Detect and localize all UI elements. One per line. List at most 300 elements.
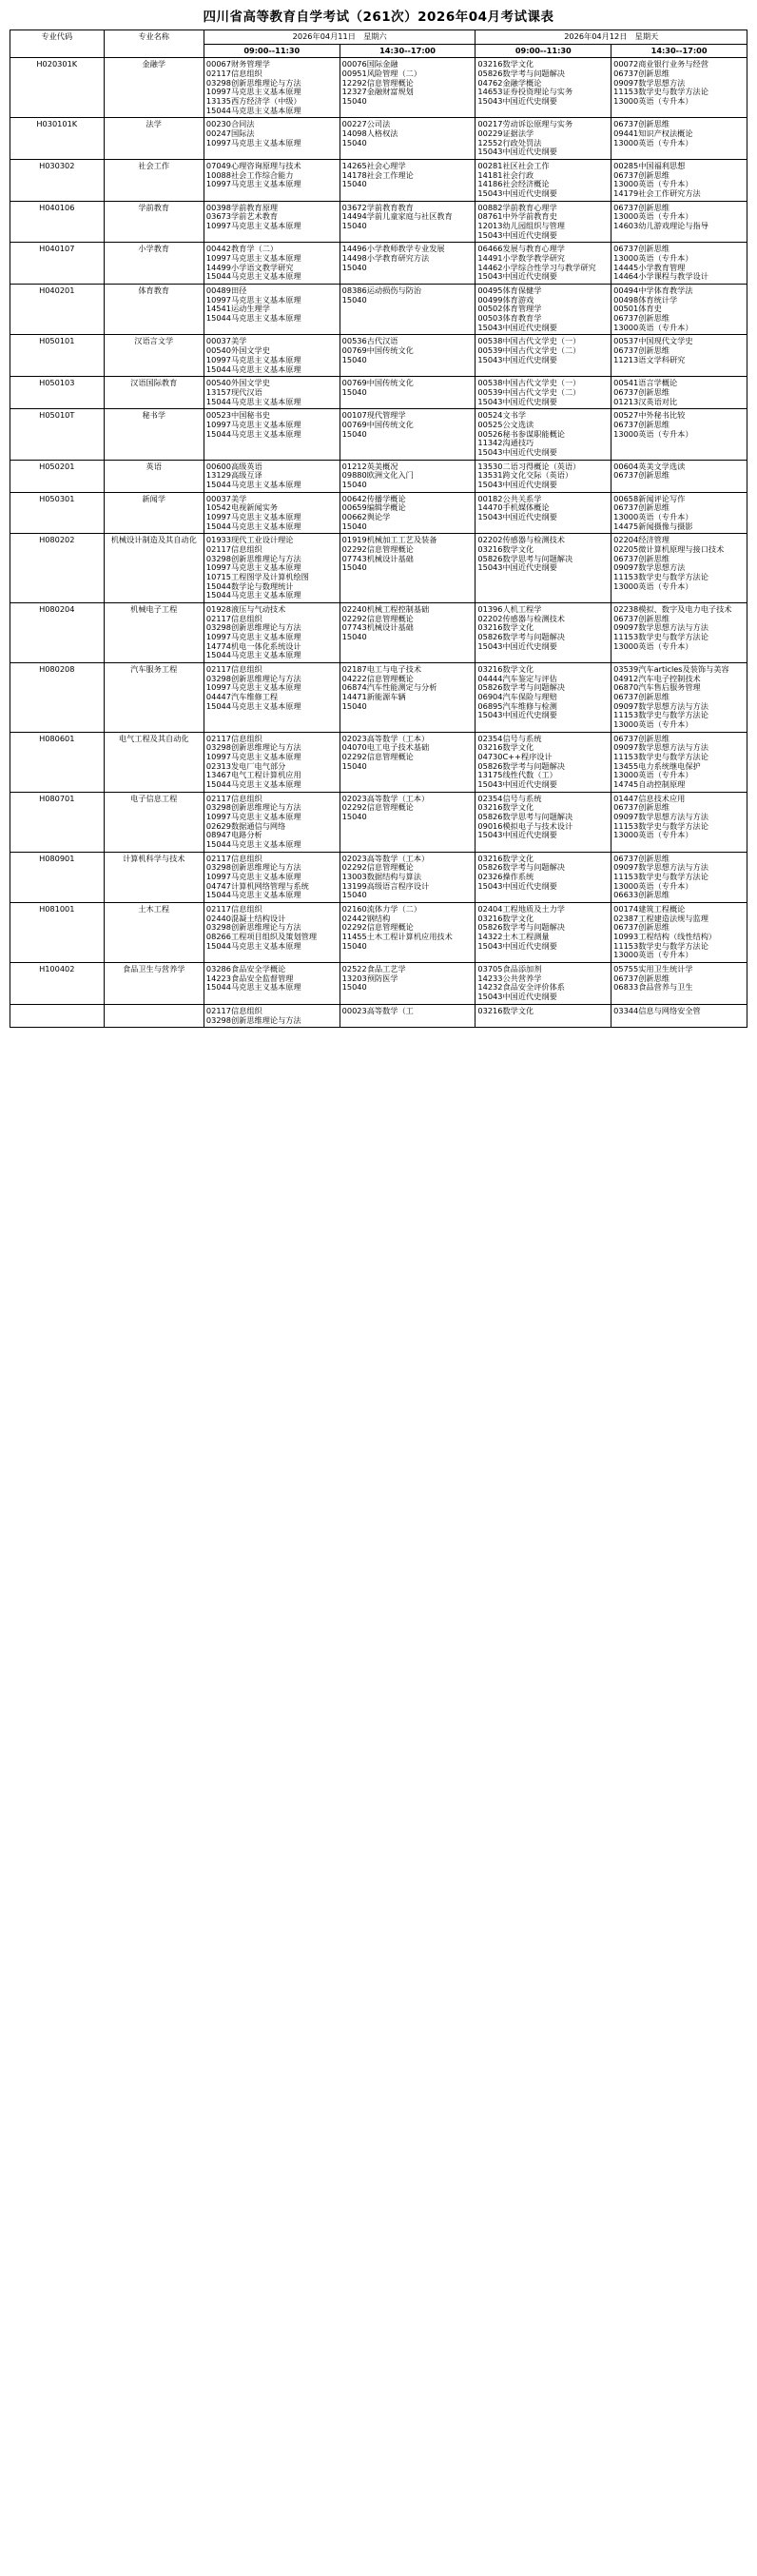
schedule-cell bbox=[204, 492, 340, 534]
course-code: 02442 bbox=[341, 913, 367, 923]
schedule-cell bbox=[476, 534, 611, 603]
course-code: 02160 bbox=[341, 904, 367, 914]
course-name bbox=[367, 388, 474, 398]
course-name: 中国近代史纲要 bbox=[502, 446, 557, 457]
course-code: 00498 bbox=[613, 294, 639, 305]
course-entry bbox=[206, 780, 338, 790]
course-entry bbox=[477, 448, 609, 458]
course-name: 学前教育心理学 bbox=[502, 202, 557, 212]
course-entry bbox=[613, 189, 745, 199]
course-entry bbox=[477, 711, 609, 720]
course-name: 欧洲文化入门 bbox=[366, 470, 414, 481]
major-name: 食品卫生与营养学 bbox=[104, 963, 204, 1005]
course-code: 10997 bbox=[205, 179, 231, 189]
course-code: 06737 bbox=[613, 802, 639, 813]
course-name: 高等数学（工本） bbox=[366, 853, 430, 863]
course-code: 13000 bbox=[613, 96, 639, 107]
course-name: 工程建造法规与监理 bbox=[638, 913, 708, 923]
course-entry bbox=[206, 272, 338, 282]
course-entry bbox=[613, 891, 745, 900]
course-name: 证券投资理论与实务 bbox=[502, 87, 573, 97]
course-entry bbox=[613, 97, 745, 107]
table-row bbox=[10, 201, 747, 243]
course-code: 02292 bbox=[341, 802, 367, 813]
course-name: 食品安全学概论 bbox=[230, 964, 286, 974]
schedule-cell bbox=[340, 852, 476, 902]
course-code: 01447 bbox=[613, 793, 639, 803]
course-code: 00951 bbox=[341, 69, 367, 79]
course-name: 数据通信与网络 bbox=[230, 820, 286, 831]
course-code: 14745 bbox=[613, 779, 639, 790]
course-code: 13000 bbox=[613, 253, 639, 264]
course-code: 14498 bbox=[341, 253, 367, 264]
course-name: 体育史 bbox=[638, 304, 662, 314]
course-code: 03216 bbox=[477, 802, 503, 813]
course-name: 马克思主义基本原理 bbox=[230, 682, 301, 693]
schedule-cell bbox=[340, 732, 476, 792]
major-code: H080601 bbox=[10, 732, 105, 792]
course-name: 外国文学史 bbox=[230, 345, 270, 356]
course-code: 09880 bbox=[341, 470, 367, 481]
course-code: 11342 bbox=[477, 438, 503, 448]
schedule-cell bbox=[204, 1004, 340, 1027]
course-name: 英语（专升本） bbox=[638, 179, 693, 189]
course-code: 09097 bbox=[613, 742, 639, 753]
schedule-cell bbox=[204, 662, 340, 732]
major-code: H050301 bbox=[10, 492, 105, 534]
course-code: 13135 bbox=[205, 96, 231, 107]
schedule-cell bbox=[611, 602, 747, 662]
course-name: 信息组织 bbox=[230, 733, 262, 743]
course-code: 02292 bbox=[341, 752, 367, 762]
course-code: 15043 bbox=[477, 229, 503, 240]
course-code: 10997 bbox=[205, 419, 231, 429]
course-code: 02117 bbox=[205, 663, 231, 674]
course-name bbox=[367, 891, 474, 900]
major-code: H040201 bbox=[10, 285, 105, 335]
course-name: 新闻评论写作 bbox=[638, 493, 686, 503]
course-code: 03298 bbox=[205, 802, 231, 813]
major-code: H080208 bbox=[10, 662, 105, 732]
course-entry bbox=[206, 107, 338, 116]
course-entry bbox=[342, 983, 474, 993]
course-entry bbox=[342, 942, 474, 952]
course-code: 03705 bbox=[477, 964, 503, 974]
course-code: 14491 bbox=[477, 253, 503, 264]
course-code: 04447 bbox=[205, 692, 231, 701]
course-name: 液压与气动技术 bbox=[230, 603, 286, 614]
course-entry bbox=[477, 563, 609, 573]
course-code: 03298 bbox=[205, 922, 231, 933]
course-code: 06737 bbox=[613, 202, 639, 212]
course-code: 00604 bbox=[613, 461, 639, 471]
table-row bbox=[10, 285, 747, 335]
course-entry bbox=[613, 1007, 745, 1016]
course-code: 13530 bbox=[477, 461, 503, 471]
course-name: 信息管理概论 bbox=[366, 752, 414, 762]
course-name: 汽车维修工程 bbox=[230, 692, 279, 701]
course-name: 传播学概论 bbox=[366, 493, 406, 503]
course-code: 06737 bbox=[613, 470, 639, 481]
course-code: 00442 bbox=[205, 244, 231, 254]
course-name: 中国近代史纲要 bbox=[502, 96, 557, 107]
course-code: 08266 bbox=[205, 932, 231, 942]
course-code: 14462 bbox=[477, 262, 503, 272]
schedule-cell bbox=[476, 118, 611, 160]
course-entry bbox=[477, 882, 609, 892]
course-name: 马克思主义基本原理 bbox=[230, 700, 301, 711]
course-name: 传感器与检测技术 bbox=[502, 613, 565, 623]
course-name: 英语（专升本） bbox=[638, 96, 693, 107]
course-entry bbox=[206, 522, 338, 532]
course-name: 马克思主义基本原理 bbox=[230, 137, 301, 147]
course-code: 11153 bbox=[613, 872, 639, 882]
course-entry bbox=[206, 840, 338, 850]
course-entry bbox=[477, 993, 609, 1002]
course-name bbox=[367, 180, 474, 189]
schedule-cell bbox=[340, 377, 476, 409]
course-name: 运动生理学 bbox=[230, 304, 270, 314]
course-name: 证据法学 bbox=[502, 128, 534, 139]
course-code: 09441 bbox=[613, 128, 639, 139]
course-name: 人机工程学 bbox=[502, 603, 542, 614]
course-name: 计算机网络管理与系统 bbox=[230, 880, 309, 891]
table-row bbox=[10, 160, 747, 202]
course-name: 英语（专升本） bbox=[638, 137, 693, 147]
course-code: 14464 bbox=[613, 271, 639, 282]
course-code: 11153 bbox=[613, 87, 639, 97]
course-code: 00217 bbox=[477, 119, 503, 129]
course-name: 创新思维 bbox=[638, 613, 670, 623]
course-code: 02117 bbox=[205, 904, 231, 914]
major-code: H030101K bbox=[10, 118, 105, 160]
course-name: 创新思维 bbox=[638, 853, 670, 863]
course-name: 中国近代史纲要 bbox=[502, 396, 557, 406]
course-entry bbox=[342, 1007, 474, 1016]
course-name: 小学语文教学研究 bbox=[230, 262, 294, 272]
course-name: 电气工程计算机应用 bbox=[230, 770, 301, 780]
course-name: 数学思想方法 bbox=[638, 562, 686, 573]
course-name: 秘书参谋职能概论 bbox=[502, 428, 565, 439]
course-name: 古代汉语 bbox=[366, 336, 398, 346]
course-name: 马克思主义基本原理 bbox=[230, 179, 301, 189]
course-name: 汽车鉴定与评估 bbox=[502, 673, 557, 683]
course-code: 15043 bbox=[477, 830, 503, 840]
course-name: 创新思维 bbox=[638, 890, 670, 900]
course-name: 社会心理学 bbox=[366, 161, 406, 171]
course-code: 01213 bbox=[613, 396, 639, 406]
course-name: 马克思主义基本原理 bbox=[230, 253, 301, 264]
header-time-3: 09:00--11:30 bbox=[476, 44, 611, 58]
course-name: 模拟、数字及电力电子技术 bbox=[638, 603, 732, 614]
course-code: 11153 bbox=[613, 752, 639, 762]
course-code: 13531 bbox=[477, 470, 503, 481]
course-code: 00072 bbox=[613, 59, 639, 69]
course-code: 00769 bbox=[341, 419, 367, 429]
course-entry bbox=[613, 582, 745, 592]
course-name: 食品安全监督管理 bbox=[230, 973, 294, 983]
course-code: 15040 bbox=[341, 812, 367, 822]
course-name: 马克思主义基本原理 bbox=[230, 521, 301, 531]
course-code: 13000 bbox=[613, 830, 639, 840]
course-code: 02117 bbox=[205, 543, 231, 554]
course-code: 10997 bbox=[205, 752, 231, 762]
course-code: 13129 bbox=[205, 470, 231, 481]
course-code: 03298 bbox=[205, 673, 231, 683]
course-code: 00659 bbox=[341, 502, 367, 513]
schedule-cell bbox=[340, 118, 476, 160]
course-code: 10088 bbox=[205, 169, 231, 180]
schedule-cell bbox=[476, 460, 611, 492]
course-code: 15044 bbox=[205, 105, 231, 115]
major-code: H080701 bbox=[10, 792, 105, 852]
header-time-4: 14:30--17:00 bbox=[611, 44, 747, 58]
course-code: 01928 bbox=[205, 603, 231, 614]
schedule-cell bbox=[611, 460, 747, 492]
course-code: 00600 bbox=[205, 461, 231, 471]
course-name: 信息组织 bbox=[230, 613, 262, 623]
course-name: 体育统计学 bbox=[638, 294, 678, 305]
course-code: 15043 bbox=[477, 147, 503, 157]
course-entry bbox=[342, 356, 474, 365]
course-name: 数学思考与问题解决 bbox=[502, 553, 573, 563]
course-entry bbox=[342, 97, 474, 107]
course-entry bbox=[342, 702, 474, 712]
course-code: 13467 bbox=[205, 770, 231, 780]
schedule-cell bbox=[340, 1004, 476, 1027]
course-name: 实用卫生统计学 bbox=[638, 964, 693, 974]
course-name: 创新思维 bbox=[638, 169, 670, 180]
course-code: 05826 bbox=[477, 812, 503, 822]
course-code: 15044 bbox=[205, 940, 231, 951]
course-name: 食品营养与卫生 bbox=[638, 982, 693, 993]
schedule-cell bbox=[476, 662, 611, 732]
course-code: 08386 bbox=[341, 285, 367, 296]
course-name: 创新思维理论与方法 bbox=[230, 922, 301, 933]
schedule-cell bbox=[204, 285, 340, 335]
course-name: 数学文化 bbox=[502, 742, 534, 753]
course-code: 15040 bbox=[341, 982, 367, 993]
course-name: 社会工作综合能力 bbox=[230, 169, 294, 180]
course-entry bbox=[342, 813, 474, 822]
course-code: 14499 bbox=[205, 262, 231, 272]
course-name: 信息组织 bbox=[230, 663, 262, 674]
course-code: 15043 bbox=[477, 992, 503, 1002]
course-entry bbox=[477, 780, 609, 790]
table-row bbox=[10, 460, 747, 492]
course-entry bbox=[342, 891, 474, 900]
course-code: 02023 bbox=[341, 733, 367, 743]
course-code: 15044 bbox=[205, 428, 231, 439]
course-name: 创新思维 bbox=[638, 470, 670, 481]
course-entry bbox=[613, 983, 745, 993]
course-name: 国际法 bbox=[230, 128, 255, 139]
course-code: 02240 bbox=[341, 603, 367, 614]
course-name: 创新思维理论与方法 bbox=[230, 802, 301, 813]
course-code: 02117 bbox=[205, 1005, 231, 1015]
course-code: 00538 bbox=[477, 336, 503, 346]
course-name: 汉英语对比 bbox=[638, 396, 678, 406]
course-entry bbox=[613, 398, 745, 407]
schedule-cell bbox=[340, 201, 476, 243]
course-name: 英语（专升本） bbox=[638, 428, 693, 439]
course-code: 02292 bbox=[341, 613, 367, 623]
course-code: 00229 bbox=[477, 128, 503, 139]
schedule-cell bbox=[204, 243, 340, 285]
course-code: 11455 bbox=[341, 932, 367, 942]
course-name: 田径 bbox=[230, 285, 247, 296]
course-name: 马克思主义基本原理 bbox=[230, 982, 301, 993]
course-code: 02238 bbox=[613, 603, 639, 614]
course-code: 06737 bbox=[613, 244, 639, 254]
course-code: 06737 bbox=[613, 692, 639, 701]
course-code: 00769 bbox=[341, 378, 367, 388]
course-code: 02354 bbox=[477, 733, 503, 743]
course-code: 15043 bbox=[477, 779, 503, 790]
schedule-cell bbox=[476, 335, 611, 377]
schedule-cell bbox=[204, 963, 340, 1005]
table-body bbox=[10, 58, 747, 1028]
course-code: 01396 bbox=[477, 603, 503, 614]
course-code: 00023 bbox=[341, 1005, 367, 1015]
course-name: 机电一体化系统设计 bbox=[230, 640, 301, 651]
course-code: 03216 bbox=[477, 543, 503, 554]
schedule-cell bbox=[476, 852, 611, 902]
course-code: 02313 bbox=[205, 760, 231, 771]
course-code: 00662 bbox=[341, 511, 367, 521]
schedule-cell bbox=[340, 409, 476, 460]
course-code: 14223 bbox=[205, 973, 231, 983]
course-name: 马克思主义基本原理 bbox=[230, 396, 301, 406]
course-code: 05826 bbox=[477, 631, 503, 641]
course-name: 高等数学（工 bbox=[366, 1005, 414, 1015]
course-code: 00182 bbox=[477, 493, 503, 503]
course-code: 13000 bbox=[613, 428, 639, 439]
course-name bbox=[367, 762, 474, 772]
course-code: 06737 bbox=[613, 69, 639, 79]
course-name: 英语（专升本） bbox=[638, 253, 693, 264]
header-col-name: 专业名称 bbox=[104, 30, 204, 58]
course-name: 数据结构与算法 bbox=[366, 872, 422, 882]
course-code: 02404 bbox=[477, 904, 503, 914]
course-name: 马克思主义基本原理 bbox=[230, 354, 301, 364]
course-code: 15043 bbox=[477, 322, 503, 332]
course-code: 14233 bbox=[477, 973, 503, 983]
course-entry bbox=[477, 272, 609, 282]
course-name: C++程序设计 bbox=[502, 752, 553, 762]
course-code: 14178 bbox=[341, 169, 367, 180]
course-name: 美学 bbox=[230, 336, 247, 346]
course-code: 00526 bbox=[477, 428, 503, 439]
course-name: 马克思主义基本原理 bbox=[230, 590, 301, 600]
course-name: 中国近代史纲要 bbox=[502, 830, 557, 840]
course-name: 中国古代文学史（二） bbox=[502, 386, 581, 397]
course-code: 13000 bbox=[613, 640, 639, 651]
course-code: 00523 bbox=[205, 410, 231, 421]
course-name: 电路分析 bbox=[230, 830, 262, 840]
course-name: 信号与系统 bbox=[502, 733, 542, 743]
schedule-cell bbox=[476, 602, 611, 662]
course-name: 英语（专升本） bbox=[638, 719, 693, 730]
course-code: 15043 bbox=[477, 640, 503, 651]
course-name: 汽车性能测定与分析 bbox=[366, 682, 437, 693]
course-name: 马克思主义基本原理 bbox=[230, 479, 301, 489]
schedule-cell bbox=[340, 602, 476, 662]
course-name: 中国秘书史 bbox=[230, 410, 270, 421]
course-code: 15040 bbox=[341, 96, 367, 107]
course-code: 13000 bbox=[613, 770, 639, 780]
course-code: 11153 bbox=[613, 940, 639, 951]
header-time-2: 14:30--17:00 bbox=[340, 44, 476, 58]
course-code: 03298 bbox=[205, 77, 231, 88]
schedule-cell bbox=[340, 903, 476, 963]
course-code: 00540 bbox=[205, 378, 231, 388]
course-name: 创新思维 bbox=[638, 692, 670, 701]
course-name: 数学史与数学方法论 bbox=[638, 710, 708, 720]
course-name: 汽车售后服务管理 bbox=[638, 682, 701, 693]
course-code: 06466 bbox=[477, 244, 503, 254]
course-name: 语文学科研究 bbox=[638, 354, 686, 364]
table-row bbox=[10, 377, 747, 409]
course-code: 04070 bbox=[341, 742, 367, 753]
table-row bbox=[10, 243, 747, 285]
course-name: 数学文化 bbox=[502, 543, 534, 554]
course-name: 学前教育教育 bbox=[366, 202, 414, 212]
course-code: 02387 bbox=[613, 913, 639, 923]
course-name: 数学思想方法与方法 bbox=[638, 812, 708, 822]
course-name: 数学思考与问题解决 bbox=[502, 812, 573, 822]
course-code: 15040 bbox=[341, 940, 367, 951]
course-name: 数学文化 bbox=[502, 913, 534, 923]
course-code: 00285 bbox=[613, 161, 639, 171]
course-name: 社会工作理论 bbox=[366, 169, 414, 180]
course-name: 创新思维 bbox=[638, 502, 670, 513]
course-name: 幼儿游戏理论与指导 bbox=[638, 221, 708, 231]
course-code: 06895 bbox=[477, 700, 503, 711]
course-name: 电力系统继电保护 bbox=[638, 760, 701, 771]
course-name: 英语（专升本） bbox=[638, 950, 693, 960]
course-name: 信息组织 bbox=[230, 1005, 262, 1015]
course-name: 机械设计基础 bbox=[366, 622, 414, 633]
course-name: 现代工业设计理论 bbox=[230, 535, 294, 545]
course-code: 15044 bbox=[205, 590, 231, 600]
schedule-cell bbox=[476, 792, 611, 852]
course-code: 10997 bbox=[205, 872, 231, 882]
header-row-dates bbox=[10, 30, 747, 45]
schedule-cell bbox=[611, 58, 747, 118]
course-name: 马克思主义基本原理 bbox=[230, 511, 301, 521]
course-code: 03673 bbox=[205, 211, 231, 222]
course-code: 00107 bbox=[341, 410, 367, 421]
header-day1: 2026年04月11日 星期六 bbox=[204, 30, 476, 45]
course-name: 信息组织 bbox=[230, 904, 262, 914]
schedule-cell bbox=[340, 534, 476, 603]
course-name: 舆论学 bbox=[366, 511, 391, 521]
course-code: 15043 bbox=[477, 446, 503, 457]
course-name: 中国古代文学史（二） bbox=[502, 345, 581, 356]
course-code: 01933 bbox=[205, 535, 231, 545]
major-code: H050201 bbox=[10, 460, 105, 492]
course-entry bbox=[342, 139, 474, 148]
course-code: 15040 bbox=[341, 479, 367, 489]
course-code: 15043 bbox=[477, 479, 503, 489]
course-name: 英语（专升本） bbox=[638, 211, 693, 222]
table-row bbox=[10, 732, 747, 792]
course-name: 知识产权法概论 bbox=[638, 128, 693, 139]
table-row bbox=[10, 1004, 747, 1027]
schedule-cell bbox=[611, 118, 747, 160]
course-name: 数学文化 bbox=[502, 663, 534, 674]
